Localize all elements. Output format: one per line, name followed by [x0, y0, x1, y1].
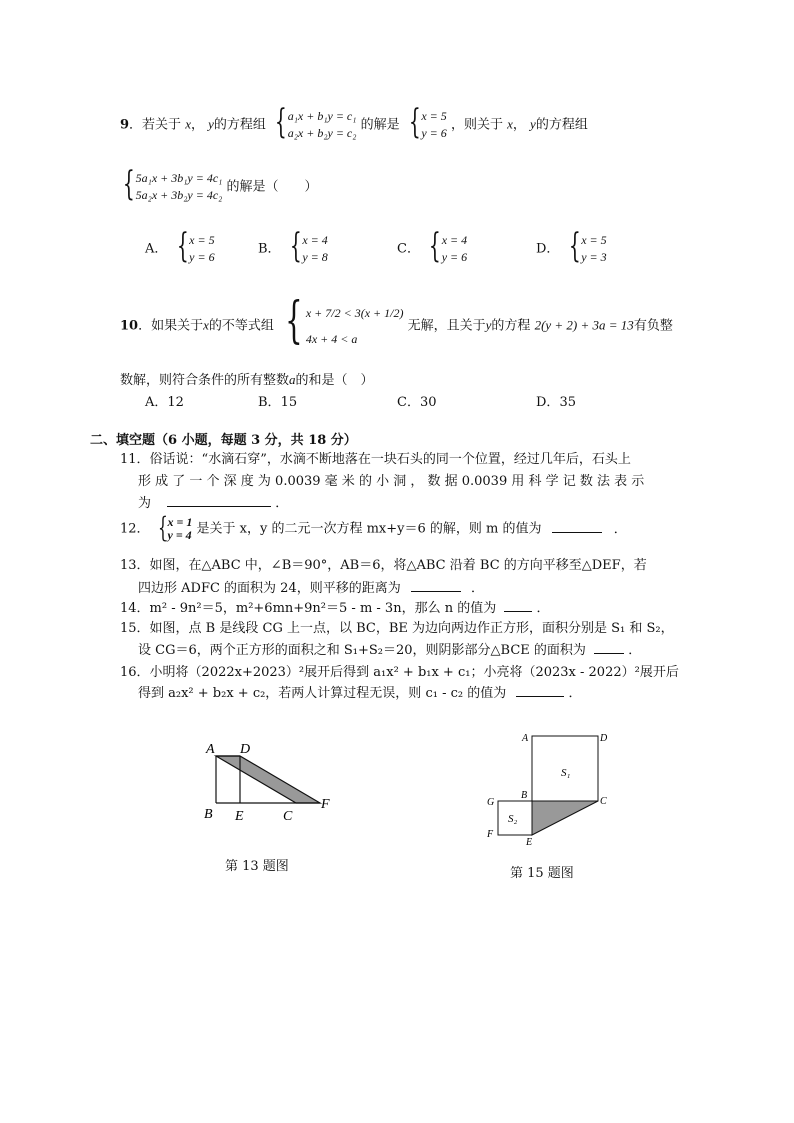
- q13-line1: 13．如图，在△ABC 中，∠B＝90°，AB＝6，将△ABC 沿着 BC 的方向平移至△DEF，若: [120, 558, 647, 573]
- q9-option-c-l1: x = 4: [441, 233, 468, 247]
- section2-title: 二、填空题（6 小题，每题 3 分，共 18 分）: [90, 433, 357, 448]
- q9-text-b: 的方程组: [213, 117, 266, 133]
- q16-end: ．: [568, 686, 582, 701]
- q9-sol-y: y = 6: [421, 126, 447, 140]
- q10-text-d: 的方程: [491, 318, 531, 334]
- q9-solution: { x = 5 y = 6: [408, 102, 447, 142]
- q9-sol-x: x = 5: [421, 109, 447, 123]
- q15-line2-text: 设 CG＝6，两个正方形的面积之和 S₁+S₂＝20，则阴影部分△BCE 的面积为: [138, 643, 586, 658]
- fig13-label-b: B: [204, 807, 213, 822]
- q12-system: { x = 1 y = 4: [157, 511, 193, 544]
- q9-option-d[interactable]: D． { x = 5 y = 3: [536, 226, 607, 266]
- fig13-label-a: A: [206, 742, 215, 757]
- q13-line2-text: 四边形 ADFC 的面积为 24，则平移的距离为: [138, 581, 401, 596]
- q9-var-x: x: [185, 116, 191, 132]
- q10-inequality-system: { x + 7/2 < 3(x + 1/2) 4x + 4 < a: [278, 300, 403, 352]
- q9-var-y: y: [208, 116, 214, 132]
- q9-line2: [118, 164, 318, 204]
- q9-var-x-2: x: [507, 116, 513, 132]
- q9-option-c-l2: y = 6: [441, 250, 468, 264]
- q9-sys2-eq1: 5a₁x + 3b₁y = 4c₁: [135, 171, 223, 185]
- q9-option-c-label: C．: [397, 241, 420, 257]
- fig15-label-a: A: [522, 733, 529, 744]
- q10-line2: [120, 369, 374, 388]
- fig15-shaded-triangle-bce: [532, 801, 598, 835]
- q10-line1: [120, 291, 673, 352]
- q10-option-c[interactable]: [397, 391, 437, 410]
- fig15-label-c: C: [600, 796, 607, 807]
- q9-text-e: 的方程组: [535, 117, 588, 133]
- q14-answer-blank[interactable]: [504, 599, 532, 612]
- q9-system-2: { 5a₁x + 3b₁y = 4c₁ 5a₂x + 3b₂y = 4c₂: [122, 164, 223, 204]
- q9-option-a[interactable]: A． { x = 5 y = 6: [145, 226, 215, 266]
- q11-line2: 形 成 了 一 个 深 度 为 0.0039 毫 米 的 小 洞 ， 数 据 0.0039 用 科 学 记 数 法 表 示: [138, 474, 645, 489]
- q9-option-a-label: A．: [145, 241, 168, 257]
- q9-option-d-label: D．: [536, 241, 560, 257]
- q9-option-d-l1: x = 5: [581, 233, 607, 247]
- q15-answer-blank[interactable]: [594, 641, 624, 654]
- q10-option-d-value: 35: [559, 395, 576, 410]
- q9-option-d-l2: y = 3: [581, 250, 607, 264]
- q14-end: ．: [536, 601, 550, 616]
- q10-text-e: 有负整: [633, 318, 673, 334]
- q10-var-x: x: [203, 317, 209, 333]
- q16-line2: [138, 682, 582, 701]
- q10-option-b-label: B．: [258, 395, 281, 410]
- q10-option-c-value: 30: [419, 395, 437, 410]
- fig15-label-g: G: [487, 797, 495, 808]
- q15-end: ．: [628, 643, 642, 658]
- q14-text: 14．m² - 9n²＝5，m²+6mn+9n²＝5 - m - 3n，那么 n 的值为: [120, 601, 497, 616]
- q9-line1: [120, 102, 588, 142]
- q9-option-c[interactable]: C． { x = 4 y = 6: [397, 226, 468, 266]
- q10-number: 10: [120, 318, 139, 334]
- q10-ineq2: 4x + 4 < a: [305, 332, 358, 346]
- fig15-label-s1: S₁: [561, 767, 571, 779]
- q16-answer-blank[interactable]: [516, 684, 564, 697]
- q14-line: [120, 597, 550, 616]
- q10-ineq1: x + 7/2 < 3(x + 1/2): [305, 306, 404, 320]
- q9-sep-2: ，: [512, 117, 526, 133]
- q10-option-d-label: D．: [536, 395, 560, 410]
- q10-equation: 2(y + 2) + 3a = 13: [534, 317, 634, 333]
- q13-answer-blank[interactable]: [411, 579, 461, 592]
- fig13-shaded-parallelogram: [216, 756, 320, 803]
- q15-line1: 15．如图，点 B 是线段 CG 上一点，以 BC，BE 为边向两边作正方形，面积分别是 S₁ 和 S₂，: [120, 621, 674, 636]
- fig15-label-f: F: [487, 829, 494, 840]
- q9-text-a: ．若关于: [129, 117, 182, 133]
- q13-end: ．: [471, 581, 485, 596]
- q10-option-b[interactable]: [258, 391, 297, 410]
- figure-13-caption: 第 13 题图: [225, 859, 289, 874]
- q10-option-a[interactable]: [145, 391, 184, 410]
- q9-text-c: 的解是: [360, 117, 400, 133]
- q9-option-b-l1: x = 4: [302, 233, 328, 247]
- q9-sep: ，: [190, 117, 204, 133]
- fig15-label-e: E: [526, 837, 533, 848]
- q10-var-a: a: [289, 372, 296, 387]
- q9-text-f: 的解是（ ）: [226, 179, 318, 195]
- q10-text-a: ．如果关于: [138, 318, 204, 334]
- q10-text-c: 无解，且关于: [407, 318, 486, 334]
- q9-option-b-label: B．: [258, 241, 281, 257]
- q12-answer-blank[interactable]: [552, 520, 602, 533]
- q10-line2-end: 的和是（ ）: [295, 373, 374, 388]
- q9-option-a-l1: x = 5: [189, 233, 215, 247]
- q9-sys1-eq2: a₂x + b₂y = c₂: [287, 126, 357, 140]
- q16-line1: 16．小明将（2022x+2023）²展开后得到 a₁x² + b₁x + c₁；小亮将（2023x - 2022）²展开后: [120, 665, 679, 680]
- fig15-label-s2: S₂: [508, 813, 518, 825]
- q10-text-b: 的不等式组: [208, 318, 274, 334]
- figure-13: [200, 736, 340, 826]
- q12-text: 是关于 x，y 的二元一次方程 mx+y＝6 的解，则 m 的值为: [196, 521, 542, 537]
- q10-option-a-label: A．: [145, 395, 168, 410]
- q12-line: [120, 511, 627, 544]
- q10-option-a-value: 12: [167, 395, 184, 410]
- fig13-label-c: C: [283, 809, 293, 824]
- q10-line2-text: 数解，则符合条件的所有整数: [120, 373, 290, 388]
- q9-system-1: { a₁x + b₁y = c₁ a₂x + b₂y = c₂: [274, 102, 357, 142]
- q13-line2: [138, 577, 484, 596]
- fig13-label-d: D: [240, 742, 251, 757]
- q9-sys1-eq1: a₁x + b₁y = c₁: [287, 109, 357, 123]
- q11-answer-blank[interactable]: [167, 494, 271, 507]
- q12-sys-x: x = 1: [167, 515, 193, 529]
- q10-option-d[interactable]: [536, 391, 576, 410]
- q12-end: ．: [613, 521, 627, 537]
- q9-option-a-l2: y = 6: [189, 250, 215, 264]
- q10-option-b-value: 15: [280, 395, 298, 410]
- figure-15: [478, 726, 628, 850]
- q9-option-b[interactable]: B． { x = 4 y = 8: [258, 226, 328, 266]
- q9-number: 9: [120, 117, 130, 133]
- q11-line3-end: ．: [275, 496, 289, 511]
- q9-option-b-l2: y = 8: [302, 250, 328, 264]
- q11-line3: [138, 492, 288, 511]
- q9-var-y-2: y: [530, 116, 536, 132]
- fig15-label-d: D: [600, 733, 608, 744]
- fig13-label-e: E: [235, 809, 244, 824]
- q9-sys2-eq2: 5a₂x + 3b₂y = 4c₂: [135, 188, 223, 202]
- fig13-label-f: F: [321, 797, 330, 812]
- q16-line2-text: 得到 a₂x² + b₂x + c₂，若两人计算过程无误，则 c₁ - c₂ 的值为: [138, 686, 507, 701]
- q11-line3-text: 为: [138, 496, 152, 511]
- q12-sys-y: y = 4: [167, 528, 192, 542]
- q11-line1: 11．俗话说：“水滴石穿”，水滴不断地落在一块石头的同一个位置，经过几年后，石头上: [120, 452, 631, 467]
- q9-text-d: ，则关于: [450, 117, 503, 133]
- fig15-label-b: B: [521, 790, 528, 801]
- q10-var-y: y: [485, 317, 492, 333]
- figure-15-caption: 第 15 题图: [510, 866, 574, 881]
- q15-line2: [138, 639, 641, 658]
- q10-option-c-label: C．: [397, 395, 420, 410]
- q12-number: 12．: [120, 521, 150, 537]
